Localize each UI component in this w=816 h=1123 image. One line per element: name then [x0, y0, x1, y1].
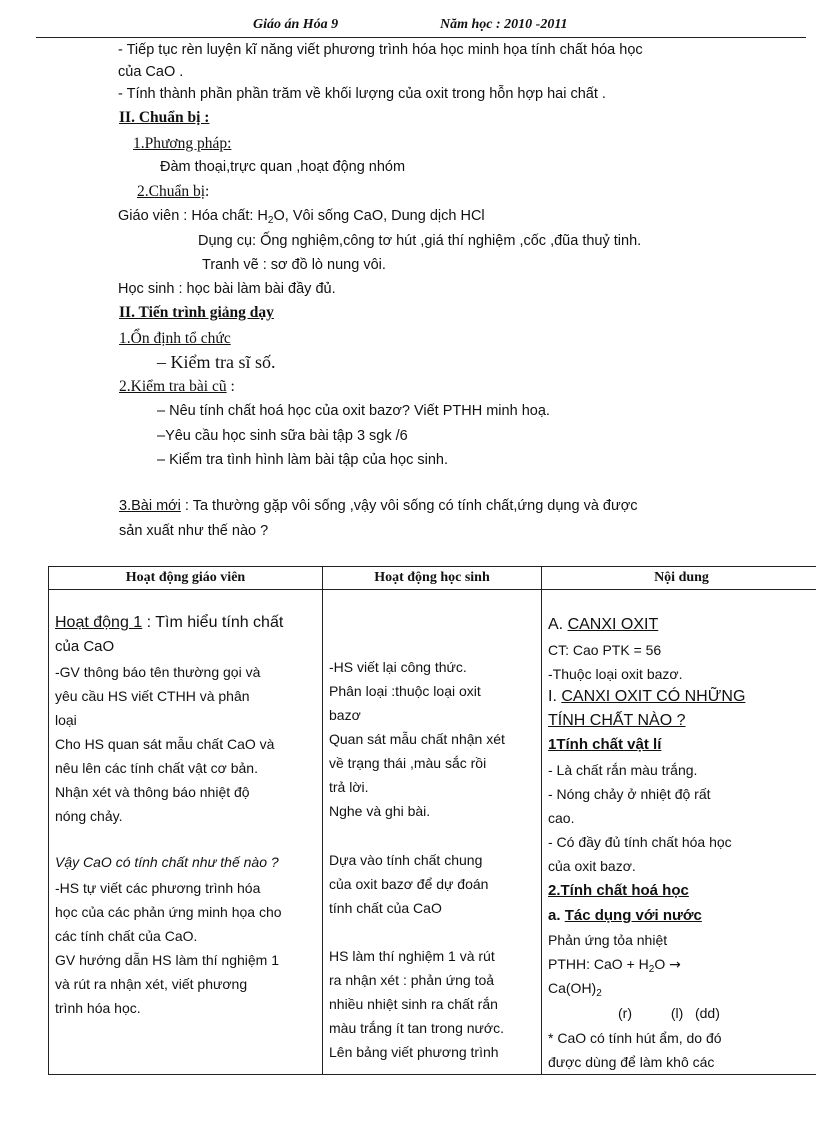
physical-props-title: 1Tính chất vật lí — [548, 736, 662, 753]
teacher-activity-cell — [49, 590, 323, 1075]
header-content: Nội dung — [542, 567, 816, 590]
gv-line-13: trình hóa học. — [55, 1000, 141, 1016]
teacher-chemicals: Giáo viên : Hóa chất: $H_2O$, Vôi sống CaO, Dung dịch HCl — [118, 208, 485, 226]
step2-item-1: – Nêu tính chất hoá học của oxit bazơ? Viết PTHH minh hoạ. — [157, 403, 550, 419]
gv-question: Vậy CaO có tính chất như thế nào ? — [55, 854, 279, 870]
physical-line-3: cao. — [548, 810, 575, 826]
section-a-title: A. CANXI OXIT — [548, 616, 659, 633]
gv-line-3: loại — [55, 712, 77, 728]
gv-line-8: -HS tự viết các phương trình hóa — [55, 880, 261, 896]
table-row — [49, 590, 816, 1075]
physical-line-2: - Nóng chảy ở nhiệt độ rất — [548, 786, 711, 802]
teacher-tools: Dụng cụ: Ống nghiệm,công tơ hút ,giá thí nghiệm ,cốc ,đũa thuỷ tinh. — [198, 233, 642, 249]
step2-heading: 2.Kiểm tra bài cũ : — [119, 378, 235, 395]
hs-line-5: về trạng thái ,màu sắc rồi — [329, 755, 487, 771]
gv-line-12: và rút ra nhận xét, viết phương — [55, 976, 248, 992]
classification-line: -Thuộc loại oxit bazơ. — [548, 666, 683, 682]
hs-line-12: ra nhận xét : phản ứng toả — [329, 972, 495, 988]
gv-line-5: nêu lên các tính chất vật cơ bản. — [55, 760, 258, 776]
water-reaction-title: a. Tác dụng với nước — [548, 907, 702, 924]
hs-line-1: -HS viết lại công thức. — [329, 659, 467, 675]
intro-line-2: của CaO . — [118, 64, 184, 80]
hs-line-6: trả lời. — [329, 779, 369, 795]
hs-line-13: nhiều nhiệt sinh ra chất rắn — [329, 996, 498, 1012]
method-heading: 1.Phương pháp: — [133, 135, 232, 152]
hs-line-7: Nghe và ghi bài. — [329, 803, 431, 819]
physical-line-5: của oxit bazơ. — [548, 858, 636, 874]
lesson-table — [48, 566, 816, 1075]
hs-line-11: HS làm thí nghiệm 1 và rút — [329, 948, 495, 964]
prep-heading: II. Chuẩn bị : — [119, 109, 210, 126]
gv-line-9: học của các phản ứng minh họa cho — [55, 904, 282, 920]
step2-item-2: –Yêu cầu học sinh sữa bài tập 3 sgk /6 — [157, 428, 408, 444]
gv-line-4: Cho HS quan sát mẫu chất CaO và — [55, 736, 275, 752]
gv-line-2: yêu cầu HS viết CTHH và phân — [55, 688, 250, 704]
hs-line-2: Phân loại :thuộc loại oxit — [329, 683, 481, 699]
hs-line-9: của oxit bazơ để dự đoán — [329, 876, 489, 892]
method-text: Đàm thoại,trực quan ,hoạt động nhóm — [160, 159, 406, 175]
gv-line-7: nóng chảy. — [55, 808, 123, 824]
equation-product: $Ca(OH)_2$ — [548, 980, 602, 999]
prep-subheading: 2.Chuẩn bị: — [137, 183, 210, 200]
section-i-title: I. CANXI OXIT CÓ NHỮNG — [548, 688, 746, 705]
chemical-props-title: 2.Tính chất hoá học — [548, 882, 689, 899]
content-cell — [542, 590, 816, 1075]
header-student-activity: Hoạt động học sinh — [323, 567, 542, 590]
header-teacher-activity: Hoạt động giáo viên — [49, 567, 323, 590]
header-subject: Giáo án Hóa 9 — [253, 17, 339, 32]
physical-line-1: - Là chất rắn màu trắng. — [548, 762, 698, 778]
desiccant-note-2: được dùng để làm khô các — [548, 1054, 715, 1070]
activity-title: Hoạt động 1 : Tìm hiểu tính chất — [55, 614, 284, 631]
step3-line-1: 3.Bài mới : Ta thường gặp vôi sống ,vậy vôi sống có tính chất,ứng dụng và được — [119, 498, 638, 514]
formula-line: CT: Cao PTK = 56 — [548, 642, 662, 658]
activity-title-line2: của CaO — [55, 638, 115, 655]
step1-heading: 1.Ổn định tổ chức — [119, 330, 231, 347]
hs-line-8: Dựa vào tính chất chung — [329, 852, 483, 868]
student-activity-cell — [323, 590, 542, 1075]
step3-line-2: sản xuất như thế nào ? — [119, 523, 269, 539]
gv-line-1: -GV thông báo tên thường gọi và — [55, 664, 261, 680]
intro-line-1: - Tiếp tục rèn luyện kĩ năng viết phương trình hóa học minh họa tính chất hóa học — [118, 42, 643, 58]
equation-line: PTHH: CaO + $H_2O$ → — [548, 956, 681, 975]
hs-line-14: màu trắng ít tan trong nước. — [329, 1020, 504, 1036]
hs-line-15: Lên bảng viết phương trình — [329, 1044, 499, 1060]
gv-line-10: các tính chất của CaO. — [55, 928, 198, 944]
gv-line-6: Nhận xét và thông báo nhiệt độ — [55, 784, 250, 800]
section-i-title-line2: TÍNH CHẤT NÀO ? — [548, 712, 686, 729]
process-heading: II. Tiến trình giảng dạy — [119, 304, 274, 321]
exothermic-note: Phản ứng tỏa nhiệt — [548, 932, 668, 948]
teacher-picture: Tranh vẽ : sơ đồ lò nung vôi. — [202, 257, 386, 273]
desiccant-note-1: * CaO có tính hút ẩm, do đó — [548, 1030, 722, 1046]
header-school-year: Năm học : 2010 -2011 — [440, 17, 568, 32]
header-divider — [36, 37, 806, 38]
states-line: (r) (l) (dd) — [618, 1005, 720, 1021]
gv-line-11: GV hướng dẫn HS làm thí nghiệm 1 — [55, 952, 279, 968]
table-header-row — [49, 567, 816, 590]
intro-line-3: - Tính thành phần phần trăm về khối lượng của oxit trong hỗn hợp hai chất . — [118, 86, 606, 102]
hs-line-3: bazơ — [329, 707, 361, 723]
physical-line-4: - Có đầy đủ tính chất hóa học — [548, 834, 732, 850]
step1-text: – Kiểm tra sĩ số. — [157, 352, 276, 372]
student-prep: Học sinh : học bài làm bài đầy đủ. — [118, 281, 336, 297]
hs-line-10: tính chất của CaO — [329, 900, 442, 916]
step2-item-3: – Kiểm tra tình hình làm bài tập của học sinh. — [157, 452, 448, 468]
hs-line-4: Quan sát mẫu chất nhận xét — [329, 731, 505, 747]
